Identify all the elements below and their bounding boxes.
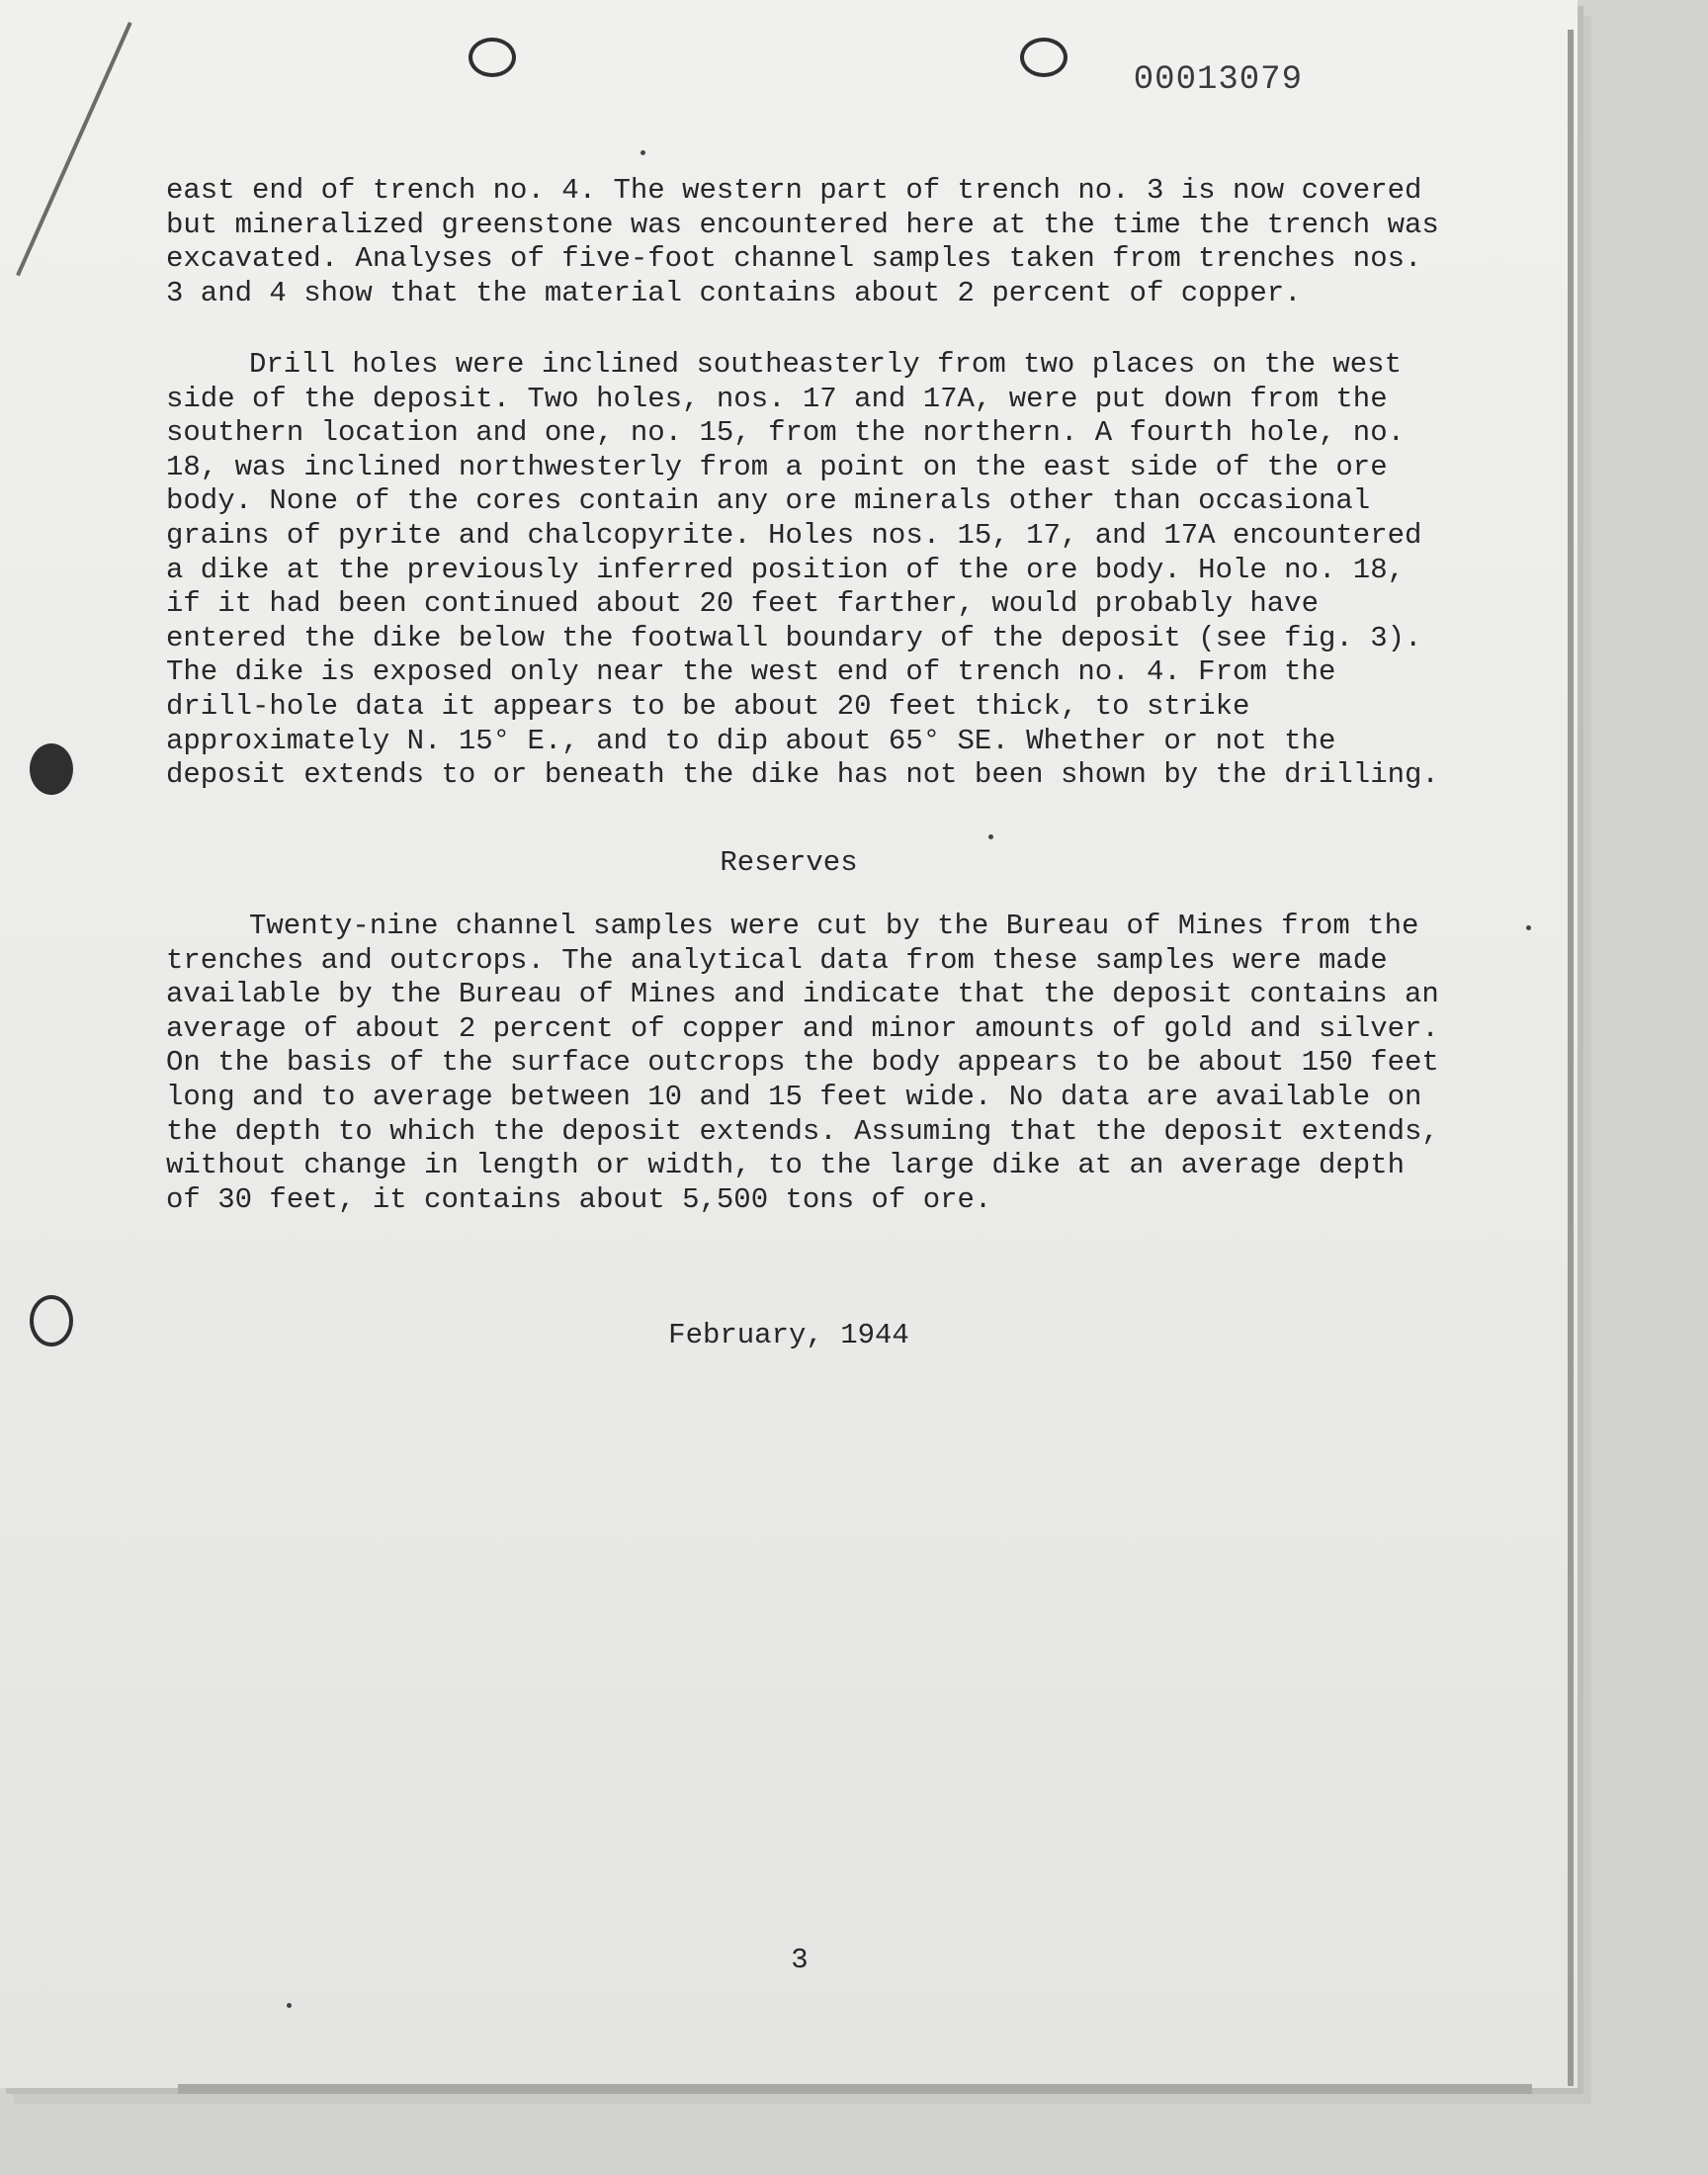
scan-speck xyxy=(640,150,645,155)
scan-speck xyxy=(1526,925,1531,930)
scan-speck xyxy=(988,834,993,839)
paragraph-reserves: Twenty-nine channel samples were cut by the Bureau of Mines from the trenches and outcrops. The analytical data from these samples were made available by the Bureau of Mines and indicate that the deposit contains an average of about 2 percent of copper and minor amounts of gold and silver. On the basis of the surface outcrops the body appears to be about 150 feet long and to average between 10 and 15 feet wide. No data are available on the depth to which the deposit extends. Assuming that the deposit extends, without change in length or width, to the large dike at an average depth of 30 feet, it contains about 5,500 tons of ore. xyxy=(166,910,1439,1216)
scan-speck xyxy=(287,2003,292,2008)
document-id-stamp: 00013079 xyxy=(1133,61,1303,99)
paragraph-trenches: east end of trench no. 4. The western part of trench no. 3 is now covered but mineralized greenstone was encountered here at the time the trench was excavated. Analyses of five-foot channel samples taken from trenches nos. 3 and 4 show that the material contains about 2 percent of copper. xyxy=(166,174,1439,309)
binder-hole-left-upper xyxy=(30,743,73,795)
document-date: February, 1944 xyxy=(668,1319,909,1351)
page-edge-bottom xyxy=(178,2084,1532,2094)
binder-hole-top-right xyxy=(1020,38,1068,77)
page-edge-right xyxy=(1568,30,1574,2086)
paragraph-drill-holes: Drill holes were inclined southeasterly from two places on the west side of the deposit. Two holes, nos. 17 and 17A, were put down from the southern location and one, no. 15, from the northern. A fourth hole, no. 18, was inclined northwesterly from a point on the east side of the ore body. None of the cores contain any ore minerals other than occasional grains of pyrite and chalcopyrite. Holes nos. 15, 17, and 17A encountered a dike at the previously inferred position of the ore body. Hole no. 18, if it had been continued about 20 feet farther, would probably have entered the dike below the footwall boundary of the deposit (see fig. 3). The dike is exposed only near the west end of trench no. 4. From the drill-hole data it appears to be about 20 feet thick, to strike approximately N. 15° E., and to dip about 65° SE. Whether or not the deposit extends to or beneath the dike has not been shown by the drilling. xyxy=(166,348,1439,792)
section-heading-reserves: Reserves xyxy=(720,846,858,879)
scan-corner-mark xyxy=(16,22,132,276)
binder-hole-top-left xyxy=(469,38,516,77)
page-number: 3 xyxy=(791,1944,809,1976)
